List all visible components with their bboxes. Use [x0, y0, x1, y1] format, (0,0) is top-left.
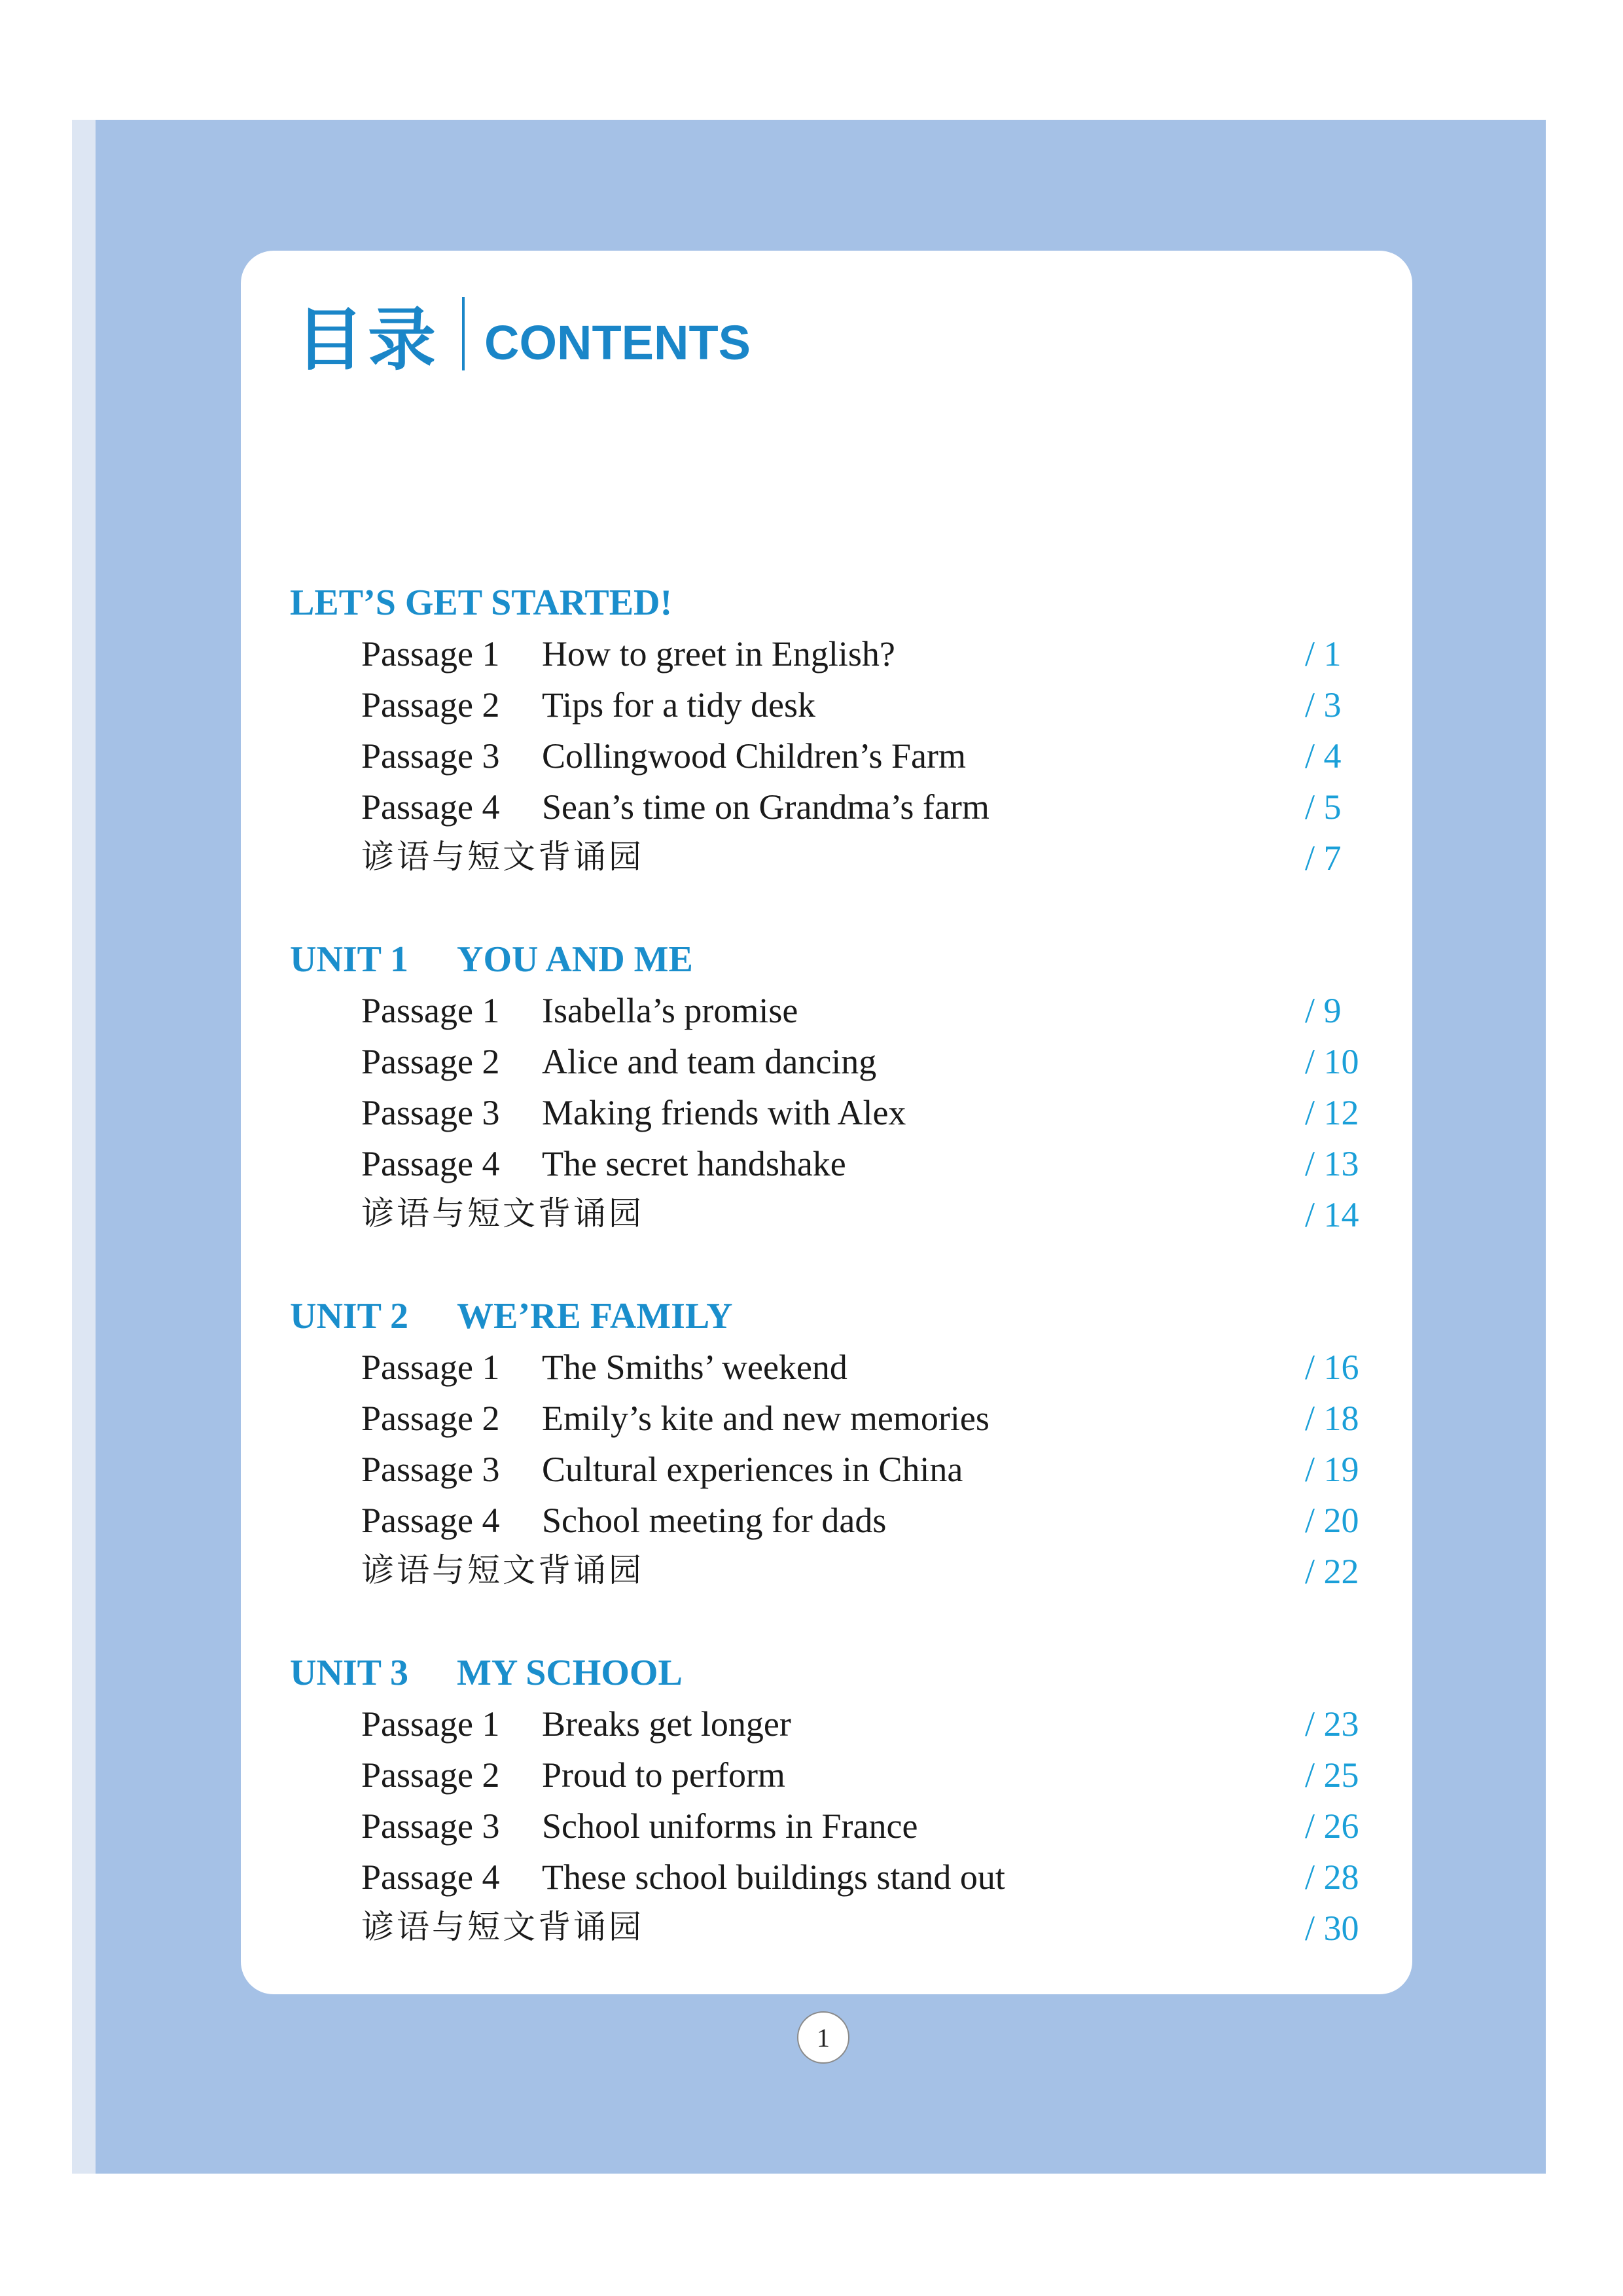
page-ref: / 7 — [1305, 838, 1342, 878]
toc-entry[interactable] — [0, 1146, 1623, 1197]
toc-entry[interactable] — [0, 1452, 1623, 1503]
title-english: CONTENTS — [484, 315, 751, 370]
section-heading — [290, 1655, 683, 1691]
page-ref: / 22 — [1305, 1552, 1359, 1591]
passage-label: Passage 2 — [361, 1399, 500, 1438]
passage-label: Passage 1 — [361, 1348, 500, 1387]
page-ref: / 12 — [1305, 1093, 1359, 1132]
toc-entry-proverbs[interactable] — [0, 840, 1623, 891]
page-ref: / 9 — [1305, 991, 1342, 1030]
page-ref: / 1 — [1305, 634, 1342, 673]
toc-entry[interactable] — [0, 1757, 1623, 1808]
passage-title: Cultural experiences in China — [542, 1450, 963, 1489]
unit-number: UNIT 1 — [290, 939, 409, 980]
passage-label: Passage 3 — [361, 1093, 500, 1132]
toc-entry-proverbs[interactable] — [0, 1194, 1623, 1248]
toc-entry[interactable] — [0, 1044, 1623, 1095]
page-number: 1 — [797, 2011, 849, 2064]
page-ref: / 23 — [1305, 1704, 1359, 1744]
section-title: YOU AND ME — [457, 939, 693, 980]
toc-entry[interactable] — [0, 1859, 1623, 1910]
section-title: LET’S GET STARTED! — [290, 583, 673, 623]
toc-entry[interactable] — [0, 687, 1623, 738]
passage-title: Isabella’s promise — [542, 991, 798, 1030]
proverbs-title: 谚语与短文背诵园 — [361, 1908, 644, 1946]
page-ref: / 10 — [1305, 1042, 1359, 1081]
passage-title: The Smiths’ weekend — [542, 1348, 847, 1387]
passage-label: Passage 1 — [361, 634, 500, 673]
passage-title: Tips for a tidy desk — [542, 685, 816, 725]
section-title: MY SCHOOL — [457, 1653, 683, 1693]
passage-title: Sean’s time on Grandma’s farm — [542, 787, 990, 827]
proverbs-title: 谚语与短文背诵园 — [361, 1194, 644, 1232]
title-divider — [462, 297, 465, 370]
toc-entry-proverbs[interactable] — [0, 1910, 1623, 1962]
unit-number: UNIT 3 — [290, 1653, 409, 1693]
toc-entry[interactable] — [0, 1401, 1623, 1452]
toc-entry[interactable] — [0, 636, 1623, 687]
passage-label: Passage 3 — [361, 736, 500, 776]
page-ref: / 28 — [1305, 1857, 1359, 1897]
page-ref: / 3 — [1305, 685, 1342, 725]
passage-label: Passage 4 — [361, 1144, 500, 1183]
section-heading — [290, 941, 693, 978]
page-ref: / 4 — [1305, 736, 1342, 776]
page-ref: / 13 — [1305, 1144, 1359, 1183]
page-ref: / 25 — [1305, 1755, 1359, 1795]
passage-label: Passage 2 — [361, 1042, 500, 1081]
passage-label: Passage 2 — [361, 685, 500, 725]
passage-label: Passage 4 — [361, 1857, 500, 1897]
page-ref: / 26 — [1305, 1806, 1359, 1846]
passage-label: Passage 1 — [361, 991, 500, 1030]
toc-entry[interactable] — [0, 993, 1623, 1044]
passage-title: The secret handshake — [542, 1144, 846, 1183]
proverbs-title: 谚语与短文背诵园 — [361, 838, 644, 876]
page-title — [296, 291, 751, 380]
toc-entry[interactable] — [0, 1095, 1623, 1146]
section-title: WE’RE FAMILY — [457, 1296, 733, 1336]
passage-title: Emily’s kite and new memories — [542, 1399, 990, 1438]
title-chinese: 目录 — [296, 300, 440, 380]
toc-entry[interactable] — [0, 1706, 1623, 1757]
page-ref: / 19 — [1305, 1450, 1359, 1489]
page-ref: / 20 — [1305, 1501, 1359, 1540]
toc-entry[interactable] — [0, 1808, 1623, 1859]
unit-number: UNIT 2 — [290, 1296, 409, 1336]
passage-title: Breaks get longer — [542, 1704, 791, 1744]
passage-label: Passage 1 — [361, 1704, 500, 1744]
passage-label: Passage 3 — [361, 1450, 500, 1489]
passage-label: Passage 2 — [361, 1755, 500, 1795]
toc-entry[interactable] — [0, 1503, 1623, 1554]
toc-entry-proverbs[interactable] — [0, 1551, 1623, 1605]
passage-title: These school buildings stand out — [542, 1857, 1005, 1897]
passage-title: Alice and team dancing — [542, 1042, 877, 1081]
toc-entry[interactable] — [0, 738, 1623, 789]
page-ref: / 16 — [1305, 1348, 1359, 1387]
passage-label: Passage 4 — [361, 1501, 500, 1540]
section-heading — [290, 1298, 733, 1335]
passage-title: Proud to perform — [542, 1755, 785, 1795]
passage-title: School uniforms in France — [542, 1806, 918, 1846]
section-heading — [290, 584, 672, 621]
passage-label: Passage 3 — [361, 1806, 500, 1846]
passage-title: Collingwood Children’s Farm — [542, 736, 966, 776]
proverbs-title: 谚语与短文背诵园 — [361, 1551, 644, 1589]
passage-label: Passage 4 — [361, 787, 500, 827]
page-ref: / 14 — [1305, 1195, 1359, 1234]
page-ref: / 18 — [1305, 1399, 1359, 1438]
passage-title: School meeting for dads — [542, 1501, 887, 1540]
passage-title: Making friends with Alex — [542, 1093, 906, 1132]
page-ref: / 30 — [1305, 1909, 1359, 1948]
toc-entry[interactable] — [0, 1350, 1623, 1401]
toc-entry[interactable] — [0, 789, 1623, 840]
passage-title: How to greet in English? — [542, 634, 895, 673]
page-ref: / 5 — [1305, 787, 1342, 827]
